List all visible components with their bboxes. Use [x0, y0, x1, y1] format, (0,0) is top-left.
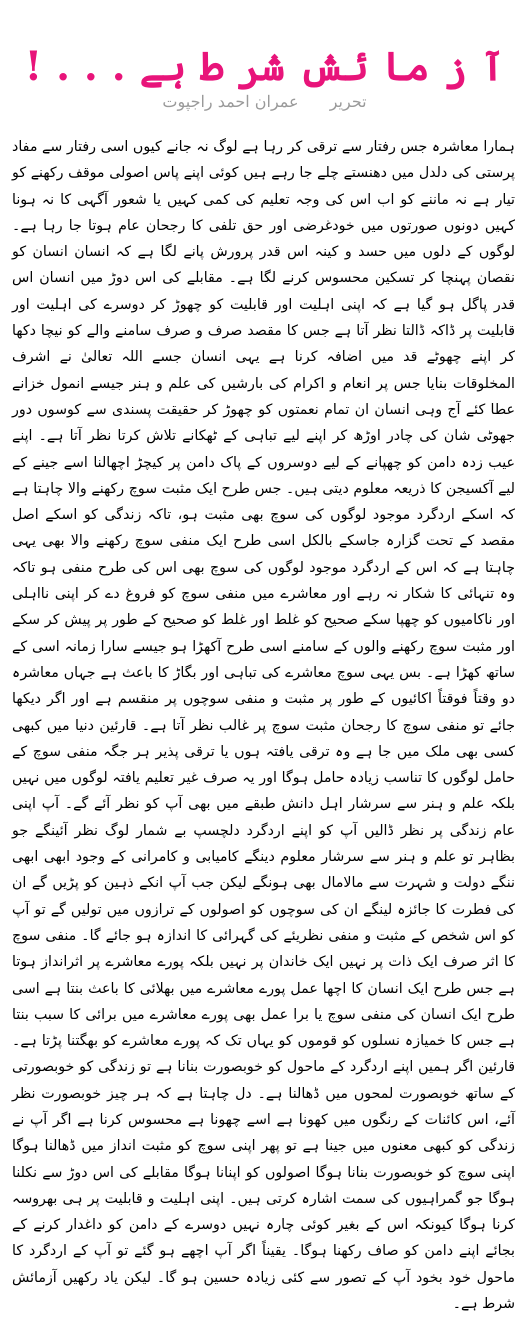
article-title: آ ز ما ئش شر ط ہے . . . !	[24, 43, 505, 90]
byline	[0, 88, 529, 116]
byline-author: عمران احمد راجپوت	[162, 92, 299, 111]
byline-label: تحریر	[329, 92, 367, 111]
article-paragraph: ہمارا معاشرہ جس رفتار سے ترقی کر رہا ہے لوگ نہ جانے کیوں اسی رفتار سے مفاد پرستی کی دلدل میں دھنستے چلے جا رہے ہیں کوئی اپنے پاس اصولی موقف رکھنے کو تیار ہے نہ ماننے کو اب اس کی وجہ تعلیم کی کمی کہیں یا شعور آگہی کا نہ ہونا کہیں دونوں صورتوں میں خودغرضی اور حق تلفی کا رجحان عام ہوتا جا رہا ہے۔ لوگوں کے دلوں میں حسد و کینہ اس قدر پرورش پانے لگا ہے کہ انسان انسان کو نقصان پہنچا کر تسکین محسوس کرنے لگا ہے۔ مقابلے کی اس دوڑ میں انسان اس قدر پاگل ہو گیا ہے کہ اپنی اہلیت اور قابلیت کو چھوڑ کر دوسرے کی اہلیت اور قابلیت پر ڈاکہ ڈالتا نظر آتا ہے جس کا مقصد صرف و صرف سامنے والے کو نیچا دکھا کر اپنے چھوٹے قد میں اضافہ کرنا ہے یہی انسان جسے اللہ تعالیٰ نے اشرف المخلوقات بنایا جس پر انعام و اکرام کی بارشیں کی علم و ہنر جیسے انمول خزانے عطا کئے آج وہی انسان ان تمام نعمتوں کو چھوڑ کر حقیقت پسندی سے کوسوں دور جھوٹی شان کی چادر اوڑھ کر اپنے لیے تباہی کے ٹھکانے تلاش کرتا نظر آتا ہے۔ اپنے عیب زدہ دامن کو چھپانے کے لیے دوسروں کے پاک دامن پر کیچڑ اچھالنا اسے جینے کے لیے آکسیجن کا ذریعہ معلوم دیتی ہیں۔ جس طرح ایک مثبت سوچ رکھنے والا چاہتا ہے کہ اسکے اردگرد موجود لوگوں کی سوچ بھی مثبت ہو، تاکہ زندگی کو اسکے اصل مقصد کے تحت گزارہ جاسکے بالکل اسی طرح ایک منفی سوچ رکھنے والا بھی یہی چاہتا ہے کہ اس کے اردگرد موجود لوگوں کی سوچ بھی اس کی طرح منفی ہو تاکہ وہ تنہائی کا شکار نہ رہے اور معاشرے میں منفی سوچ کو فروغ دے کر اپنی نااہلی اور ناکامیوں کو چھپا سکے صحیح کو غلط اور غلط کو صحیح کے طور پر پیش کر سکے اور مثبت سوچ رکھنے والوں کے سامنے اسی طرح آکھڑا ہو جیسے سارا زمانہ اسی کے ساتھ کھڑا ہے۔ بس یہی سوچ معاشرے کی تباہی اور بگاڑ کا باعث ہے جہاں معاشرہ دو وقتاً فوقتاً اکائیوں کے طور پر مثبت و منفی سوچوں پر منقسم ہے اور اگر دیکھا جائے تو منفی سوچ کا رجحان مثبت سوچ پر غالب نظر آتا ہے۔ قارئین دنیا میں کبھی کسی بھی ملک میں جا ہے وہ ترقی یافتہ ہوں یا ترقی پذیر ہر جگہ منفی سوچ کے حامل لوگوں کا تناسب زیادہ حامل ہوگا اور یہ صرف غیر تعلیم یافتہ لوگوں میں نہیں بلکہ علم و ہنر سے سرشار اہل دانش طبقے میں بھی آپ کو نظر آئے گے۔ آپ اپنی عام زندگی پر نظر ڈالیں آپ کو اپنے اردگرد دلچسپ بے شمار لوگ نظر آئینگے جو بظاہر تو علم و ہنر سے سرشار معلوم دینگے کامیابی و کامرانی کے وجود ابھی ابھی ننگے دولت و شہرت سے مالامال بھی ہونگے لیکن جب آپ انکے ذہین کو پڑیں گے ان کی فطرت کا جائزہ لینگے ان کی سوچوں کو اصولوں کے ترازوں میں تولیں گے تو آپ کو اس شخص کے مثبت و منفی نظریئے کی گہرائی کا اندازہ ہو جائے گا۔ منفی سوچ کا اثر صرف ایک ذات پر نہیں ایک خاندان پر نہیں بلکہ پورے معاشرے پر اثرانداز ہوتا ہے جس طرح ایک انسان کا اچھا عمل پورے معاشرے میں بھلائی کا باعث بنتا ہے اسی طرح ایک انسان کی منفی سوچ یا برا عمل بھی پورے معاشرے میں برائی کا سبب بنتا ہے جس کا خمیازہ نسلوں کو قوموں کو یہاں تک کہ پورے معاشرے کو بھگتنا پڑتا ہے۔ قارئین اگر ہمیں اپنے اردگرد کے ماحول کو خوبصورت بنانا ہے تو زندگی کو خوبصورتی کے ساتھ خوبصورت لمحوں میں ڈھالنا ہے۔ دل چاہتا ہے کہ ہر چیز خوبصورت نظر آئے، اس کائنات کے رنگوں میں کھونا ہے اسے چھونا ہے محسوس کرنا ہے اگر آپ نے زندگی کو کبھی معنوں میں جینا ہے تو پھر اپنی سوچ کو مثبت انداز میں ڈھالنا ہوگا اپنی سوچ کو خوبصورت بنانا ہوگا اصولوں کو اپنانا ہوگا مقابلے کی اس دوڑ سے نکلنا ہوگا جو گمراہیوں کی سمت اشارہ کرتی ہیں۔ اپنی اہلیت و قابلیت پر ہی بھروسہ کرنا ہوگا کیونکہ اس کے بغیر کوئی چارہ نہیں دوسرے کے دامن کو داغدار کرنے کے بجائے اپنے دامن کو صاف رکھنا ہوگا۔ یقیناً اگر آپ اچھے ہو گئے تو آپ کے اردگرد کا ماحول خود بخود آپ کے تصور سے کئی زیادہ حسین ہو گا۔ لیکن یاد رکھیں آزمائش شرط ہے۔	[12, 139, 515, 1313]
article-body	[12, 134, 515, 1313]
